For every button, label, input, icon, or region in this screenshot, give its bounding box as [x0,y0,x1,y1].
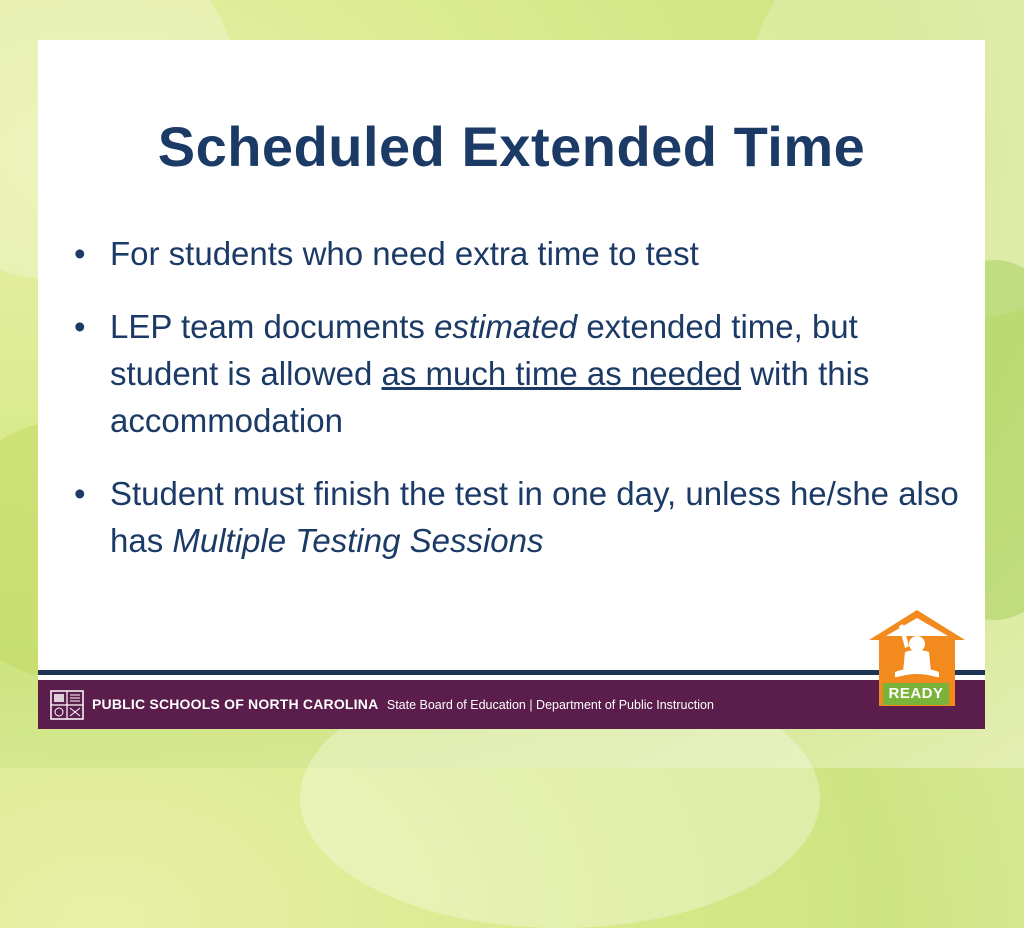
footer-subtitle: State Board of Education | Department of Public Instruction [386,697,714,712]
bullet-underlined: as much time as needed [381,355,742,392]
bullet-dot: • [74,475,86,512]
footer-divider [38,670,985,675]
bullet-text: LEP team documents [110,308,435,345]
bullet-text: extended time, but student is allowed [110,308,858,392]
state-crest-icon [50,690,84,720]
bullet-dot: • [74,235,86,272]
footer-org-name: PUBLIC SCHOOLS OF NORTH CAROLINA [92,695,379,712]
bullet-item [68,230,968,277]
bullet-text: For students who need extra time to test [110,235,699,272]
bullet-text: with this accommodation [110,355,870,439]
ready-logo [865,606,969,714]
bullet-emphasis: Multiple Testing Sessions [172,522,544,559]
footer-bar [38,680,985,729]
slide-title: Scheduled Extended Time [157,115,866,178]
ready-label: READY [883,683,949,705]
bullet-dot: • [74,308,86,345]
bullet-emphasis: estimated [434,308,578,345]
bullet-list [68,230,968,590]
bullet-item [68,303,968,444]
slide-panel [38,40,985,729]
footer-text [92,696,714,714]
bullet-text: Student must finish the test in one day, unless he/she also has [110,475,959,559]
bullet-item [68,470,968,564]
